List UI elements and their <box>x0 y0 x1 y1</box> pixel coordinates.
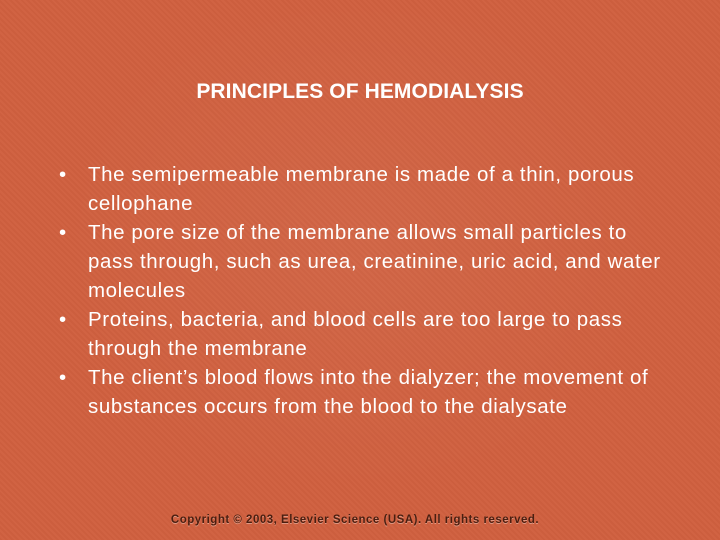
bullet-item <box>56 305 676 363</box>
slide-title: PRINCIPLES OF HEMODIALYSIS <box>196 80 524 103</box>
bullet-icon: • <box>59 221 67 244</box>
bullet-text: The pore size of the membrane allows small particles to pass through, such as urea, creatinine, uric acid, and water molecules <box>88 221 661 302</box>
bullet-item <box>56 160 676 218</box>
bullet-text: Proteins, bacteria, and blood cells are too large to pass through the membrane <box>88 308 623 360</box>
copyright-footer: Copyright © 2003, Elsevier Science (USA). All rights reserved. <box>170 514 540 526</box>
bullet-icon: • <box>59 308 67 331</box>
bullet-list <box>56 160 676 421</box>
bullet-text: The client’s blood flows into the dialyzer; the movement of substances occurs from the blood to the dialysate <box>88 366 649 418</box>
bullet-item <box>56 218 676 305</box>
bullet-icon: • <box>59 163 67 186</box>
bullet-item <box>56 363 676 421</box>
bullet-icon: • <box>59 366 67 389</box>
bullet-text: The semipermeable membrane is made of a thin, porous cellophane <box>88 163 635 215</box>
